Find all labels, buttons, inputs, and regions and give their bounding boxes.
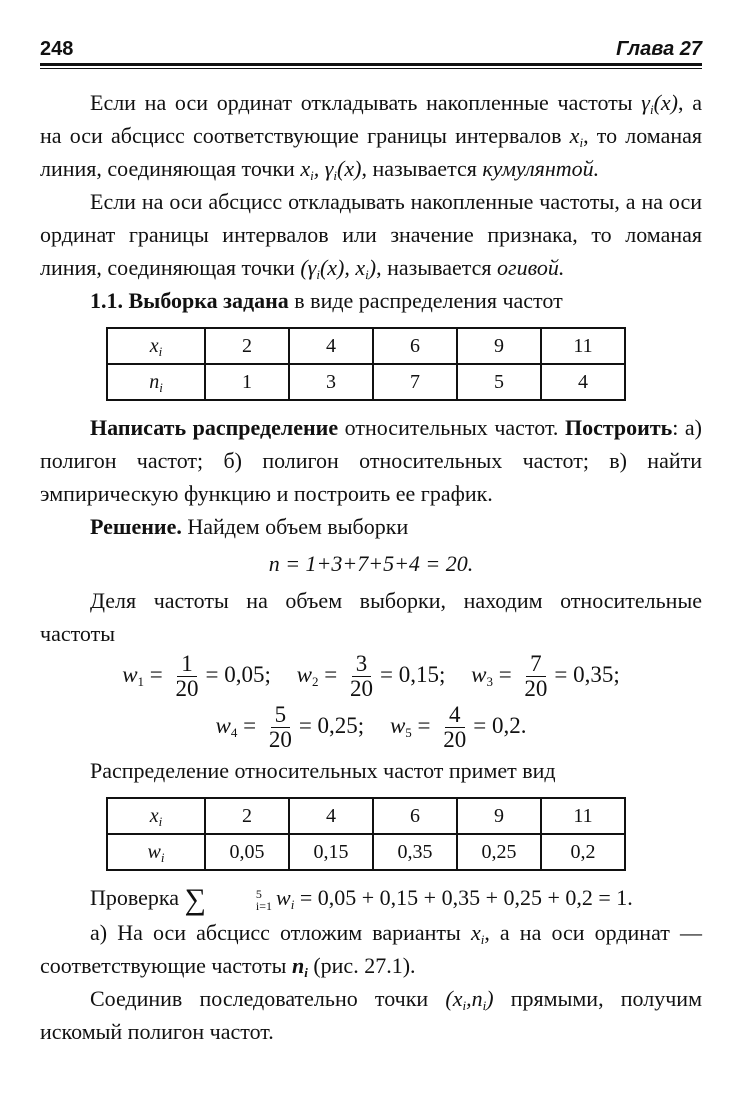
table-cell: 1 — [205, 364, 289, 400]
fraction-row-2 — [40, 703, 702, 752]
table-row — [107, 834, 625, 870]
table-cell: 0,25 — [457, 834, 541, 870]
row-label: $x_i$ — [107, 328, 205, 364]
frequency-table — [106, 327, 626, 401]
fraction-eq: $w_1$ = $\frac{1}{20}$ = 0,05; — [122, 651, 271, 701]
table-cell: 4 — [289, 328, 373, 364]
problem-heading: 1.1. Выборка задана в виде распределения частот — [90, 288, 563, 313]
table-cell: 4 — [541, 364, 625, 400]
table-cell: 11 — [541, 798, 625, 834]
paragraph-cumulant: Если на оси ординат откладывать накопленные частоты $\gamma_i(x)$, а на оси абсцисс соответствующие границы интервалов $x_i$, то ломаная линия, соединяющая точки $x_i$, $\gamma_i(x)$, называется кумулянтой. — [40, 90, 702, 183]
page-body — [40, 86, 702, 1048]
paragraph-solution: Решение. Найдем объем выборки — [90, 514, 409, 539]
chapter-title: Глава 27 — [616, 38, 702, 60]
header-rule — [40, 63, 702, 66]
table-row — [107, 364, 625, 400]
table-cell: 0,15 — [289, 834, 373, 870]
table-cell: 0,2 — [541, 834, 625, 870]
row-label: $x_i$ — [107, 798, 205, 834]
fraction-eq: $w_4$ = $\frac{5}{20}$ = 0,25; — [215, 702, 365, 752]
fraction-row-1 — [40, 652, 702, 701]
paragraph-distribution: Распределение относительных частот примет вид — [90, 758, 556, 783]
table-cell: 9 — [457, 798, 541, 834]
table-cell: 0,05 — [205, 834, 289, 870]
table-cell: 6 — [373, 798, 457, 834]
table-cell: 2 — [205, 798, 289, 834]
row-label: $n_i$ — [107, 364, 205, 400]
table-cell: 7 — [373, 364, 457, 400]
paragraph-axes: а) На оси абсцисс отложим варианты $x_i$, а на оси ординат — соответствующие частоты $n_i$ (рис. 27.1). — [40, 920, 702, 980]
paragraph-relative: Деля частоты на объем выборки, находим относительные частоты — [40, 588, 702, 646]
table-cell: 11 — [541, 328, 625, 364]
relative-frequency-table — [106, 797, 626, 871]
paragraph-task: Написать распределение относительных частот. Построить: а) полигон частот; б) полигон относительных частот; в) найти эмпирическую функцию и построить ее график. — [40, 415, 703, 506]
table-cell: 2 — [205, 328, 289, 364]
table-cell: 5 — [457, 364, 541, 400]
row-label: $w_i$ — [107, 834, 205, 870]
header-rule-thin — [40, 68, 702, 69]
table-cell: 3 — [289, 364, 373, 400]
paragraph-check: Проверка ∑ 5 i=1 $w_i = 0,05 + 0,15 + 0,35 + 0,25 + 0,2 = 1$. — [90, 883, 633, 916]
equation-sample-size: n = 1+3+7+5+4 = 20. — [268, 551, 474, 576]
page-number: 248 — [40, 38, 74, 60]
fraction-eq: $w_2$ = $\frac{3}{20}$ = 0,15; — [296, 651, 446, 701]
fraction-eq: $w_3$ = $\frac{7}{20}$ = 0,35; — [471, 651, 620, 701]
paragraph-ogive: Если на оси абсцисс откладывать накопленные частоты, а на оси ординат границы интервалов или значение признака, то ломаная линия, соединяющая точки ($\gamma_i(x)$, $x_i$), называется огивой. — [40, 189, 702, 282]
table-row — [107, 328, 625, 364]
table-cell: 4 — [289, 798, 373, 834]
fraction-eq: $w_5$ = $\frac{4}{20}$ = 0,2. — [389, 702, 527, 752]
table-row — [107, 798, 625, 834]
table-cell: 0,35 — [373, 834, 457, 870]
table-cell: 9 — [457, 328, 541, 364]
paragraph-polygon: Соединив последовательно точки $(x_i,n_i)$ прямыми, получим искомый полигон частот. — [40, 986, 702, 1044]
table-cell: 6 — [373, 328, 457, 364]
